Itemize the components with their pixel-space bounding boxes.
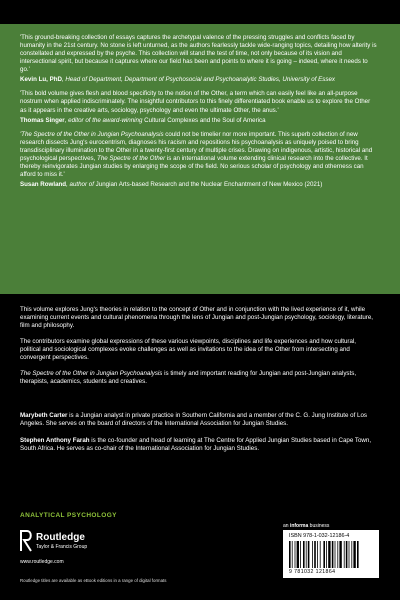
book-title-italic: The Spectre of the Other in Jungian Psychoanalysis xyxy=(20,370,163,378)
book-description xyxy=(20,306,378,395)
editor-bios xyxy=(20,412,378,462)
publisher-group: Taylor & Francis Group xyxy=(36,544,88,550)
description-paragraph xyxy=(20,370,378,386)
editor-bio-text: is the co-founder and head of learning at The Centre for Applied Jungian Studies based in Cape Town, South Africa. He serves as co-chair of the International Association for Jungian Studies. xyxy=(20,437,372,453)
barcode-icon xyxy=(289,541,373,568)
informa-bold: informa xyxy=(289,523,309,529)
top-black-band xyxy=(0,0,400,24)
endorser-book: Jungian Arts-based Research and the Nuclear Enchantment of New Mexico (2021) xyxy=(93,181,323,188)
endorser-name: Susan Rowland xyxy=(20,181,67,188)
endorsement-text xyxy=(20,131,378,179)
informa-suffix: business xyxy=(308,523,330,529)
informa-business-mark xyxy=(283,523,329,530)
barcode-box xyxy=(283,530,379,578)
endorser-book: Cultural Complexes and the Soul of America xyxy=(142,116,266,124)
publisher-url[interactable]: www.routledge.com xyxy=(20,559,64,565)
editor-bio xyxy=(20,412,378,428)
editor-name: Stephen Anthony Farah xyxy=(20,437,90,445)
barcode-number: 9 781032 121864 xyxy=(289,569,336,575)
book-title-italic: 'The Spectre of the Other in Jungian Psychoanalysis xyxy=(20,130,164,138)
subject-category: ANALYTICAL PSYCHOLOGY xyxy=(20,512,117,519)
endorser-title: , Head of Department, Department of Psychosocial and Psychoanalytic Studies, University of Essex xyxy=(61,76,336,84)
isbn-label: ISBN 978-1-032-12186-4 xyxy=(289,533,350,539)
informa-prefix: an xyxy=(283,523,290,529)
endorsement-3 xyxy=(20,131,378,189)
endorsement-text-part: is an international volume extending clinical research into the collective. It thereby reinvigorates Jungian studies by enlarging the scope of the field. No serious scholar of psychology and otherness can afford to miss it.' xyxy=(20,154,368,178)
endorsement-attribution xyxy=(20,76,378,84)
publisher-brand: Routledge xyxy=(36,532,85,543)
editor-bio-text: is a Jungian analyst in private practice in Southern California and a member of the C. G. Jung Institute of Los Angeles. She serves on the board of directors of the International Association for Jungian Studies. xyxy=(20,412,368,428)
endorsement-2 xyxy=(20,90,378,124)
endorser-name: Thomas Singer xyxy=(20,116,65,124)
endorser-title: , author of xyxy=(66,181,94,188)
editor-name: Marybeth Carter xyxy=(20,412,68,419)
routledge-r-icon xyxy=(20,530,33,552)
endorsements xyxy=(20,34,378,195)
description-text: is timely and important reading for Jungian and post-Jungian analysts, therapists, academics, students and creatives. xyxy=(20,370,357,386)
editor-bio xyxy=(20,437,378,453)
endorsement-text-part: could not be timelier nor more important. This superb collection of new research dissects Jung's eurocentrism, diagnoses his racism and repositions his psychoanalysis as uniquely poised to bring transdisciplinary illumination to the Other in a twenty-first century of multiple crises. Drawing on indigenous, artistic, historical and psychological perspectives, xyxy=(20,130,373,162)
endorsement-1 xyxy=(20,34,378,84)
endorsement-text: 'This ground-breaking collection of essays captures the archetypal valence of the pressing struggles and conflicts faced by humanity in the 21st century. No stone is left unturned, as the authors fearlessly tackle wide-ranging topics, detailing how alterity is constellated and expressed by the psyche. This collection will stand the test of time, not only because of its vision and intersectional spirit, but because it captures where our field has been and points to where it is going – indeed, where it needs to go.' xyxy=(20,34,377,74)
endorsement-attribution xyxy=(20,181,378,189)
endorsement-attribution xyxy=(20,117,378,125)
book-title-italic: The Spectre of the Other xyxy=(97,154,166,162)
publisher-logo xyxy=(20,530,112,554)
endorser-name: Kevin Lu, PhD xyxy=(20,76,62,84)
endorsement-text: 'This bold volume gives flesh and blood specificity to the notion of the Other, a term which can easily feel like an all-purpose nostrum when applied indiscriminately. The insightful contributors to this finely differentiated book enable us to explore the Other as it appears in the creative arts, sociology, psychology and even the ultimate Other, the anus.' xyxy=(20,90,371,114)
description-paragraph: This volume explores Jung's theories in relation to the concept of Other and in conjunction with the lived experience of it, while examining current events and cultural phenomena through the lens of Jungian and post-Jungian psychology, sociology, literature, film and philosophy. xyxy=(20,306,374,330)
ebook-note: Routledge titles are available as eBook editions in a range of digital formats xyxy=(20,578,167,583)
description-paragraph: The contributors examine global expressions of these various viewpoints, disciplines and life experiences and how cultural, political and sociological complexes evoke challenges as well as invitations to the idea of the Other from intersecting and convergent perspectives. xyxy=(20,338,357,362)
endorser-title: , editor of the award-winning xyxy=(64,116,143,124)
